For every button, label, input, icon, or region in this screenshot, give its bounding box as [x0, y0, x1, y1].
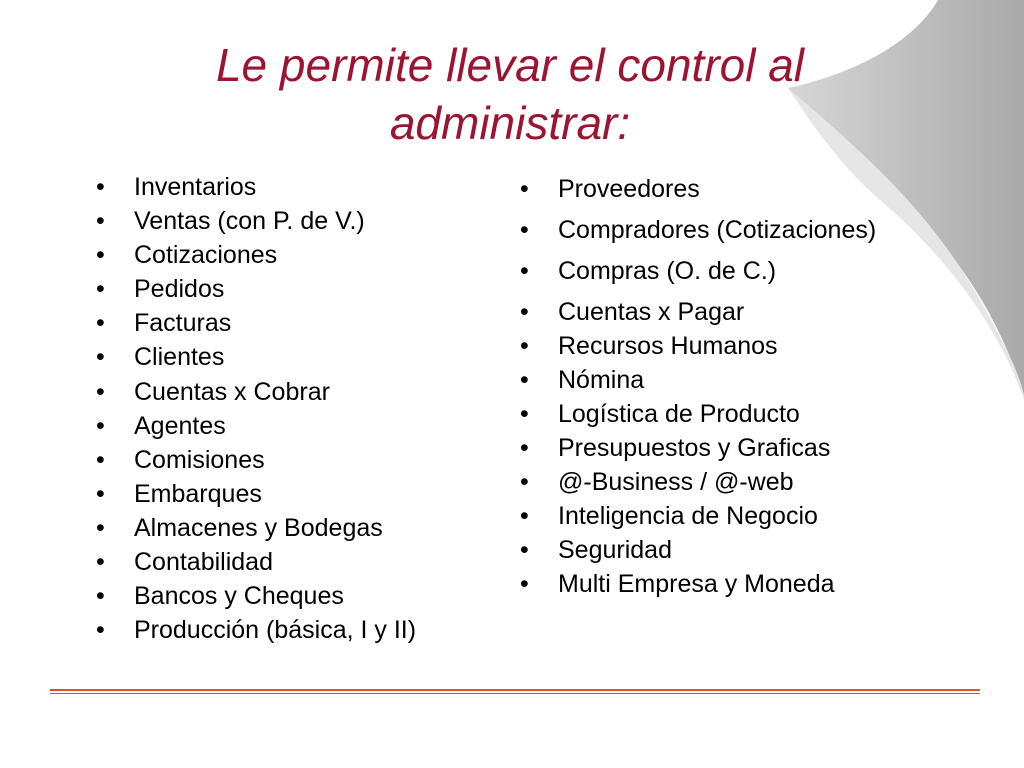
list-item: • Almacenes y Bodegas	[96, 511, 416, 545]
list-item: • Producción (básica, I y II)	[96, 613, 416, 647]
list-item: • Proveedores	[520, 172, 876, 206]
list-item: • Comisiones	[96, 443, 416, 477]
list-item: • Contabilidad	[96, 545, 416, 579]
list-item: • Cotizaciones	[96, 238, 416, 272]
list-item: • Compradores (Cotizaciones)	[520, 213, 876, 247]
footer-gray-rule	[50, 693, 980, 694]
list-item: • Embarques	[96, 477, 416, 511]
list-item: • Clientes	[96, 340, 416, 374]
list-item: • Cuentas x Cobrar	[96, 375, 416, 409]
list-item: • Compras (O. de C.)	[520, 254, 876, 288]
footer-accent-rule	[50, 689, 980, 691]
list-item: • Presupuestos y Graficas	[520, 431, 876, 465]
list-item: • @-Business / @-web	[520, 465, 876, 499]
list-item: • Seguridad	[520, 533, 876, 567]
list-item: • Recursos Humanos	[520, 329, 876, 363]
list-item: • Multi Empresa y Moneda	[520, 567, 876, 601]
list-item: • Ventas (con P. de V.)	[96, 204, 416, 238]
list-item: • Inteligencia de Negocio	[520, 499, 876, 533]
list-item: • Nómina	[520, 363, 876, 397]
list-item: • Facturas	[96, 306, 416, 340]
slide-title: Le permite llevar el control al administrar:	[215, 39, 805, 149]
list-item: • Cuentas x Pagar	[520, 295, 876, 329]
list-item: • Pedidos	[96, 272, 416, 306]
list-item: • Logística de Producto	[520, 397, 876, 431]
list-item: • Inventarios	[96, 170, 416, 204]
list-item: • Agentes	[96, 409, 416, 443]
list-item: • Bancos y Cheques	[96, 579, 416, 613]
left-module-list	[96, 170, 416, 647]
right-module-list	[520, 170, 876, 601]
